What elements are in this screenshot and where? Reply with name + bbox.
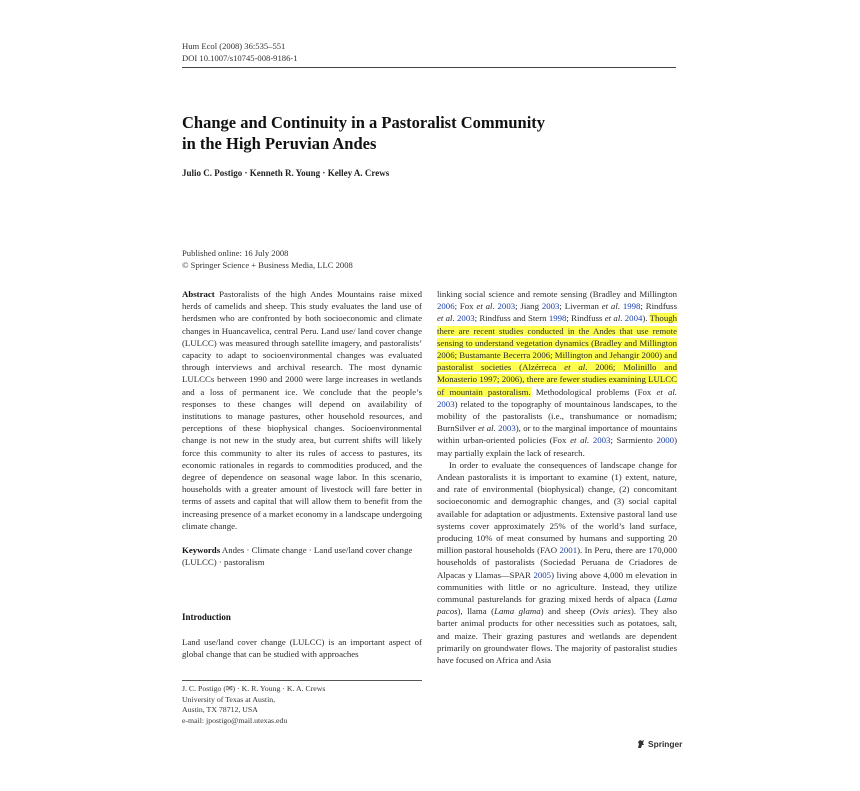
copyright: © Springer Science + Business Media, LLC 2008 [182, 260, 353, 270]
et-al: et al [476, 301, 493, 312]
footnote-rule [182, 680, 422, 681]
text-run: . [617, 301, 623, 312]
text-run: ; Jiang [515, 301, 542, 312]
text-run: ), llama ( [457, 606, 495, 617]
author-list: Julio C. Postigo · Kenneth R. Young · Kelley A. Crews [182, 168, 390, 178]
paper-title [182, 112, 662, 154]
journal-citation: Hum Ecol (2008) 36:535–551 [182, 41, 286, 51]
species-name: Lama pacos [437, 594, 677, 617]
author-affiliation [182, 684, 325, 726]
text-run: ). [642, 313, 650, 324]
publication-info [182, 247, 353, 271]
citation-link[interactable]: 2000 [656, 435, 675, 446]
text-run: . [452, 313, 458, 324]
et-al: et al. [570, 435, 590, 446]
right-column [437, 288, 677, 666]
citation-link[interactable]: 2003 [497, 301, 516, 312]
text-run: Methodological problems (Fox [530, 386, 657, 397]
title-line-1: Change and Continuity in a Pastoralist Community [182, 113, 546, 132]
text-run: ), or to the marginal importance of mountains within urban-oriented policies (Fox [437, 423, 677, 446]
header-rule [182, 67, 676, 68]
introduction-heading: Introduction [182, 612, 231, 622]
text-run: ). In Peru, there are 170,000 households of pastoralists (Sociedad Peruana de Criadores de Alpacas y Llamas—SPAR [437, 545, 677, 580]
citation-link[interactable]: 1998 [622, 301, 641, 312]
affiliation-city: Austin, TX 78712, USA [182, 705, 258, 714]
published-date: Published online: 16 July 2008 [182, 248, 289, 258]
text-run: In order to evaluate the consequences of landscape change for Andean pastoralists it is important to examine (1) extent, nature, and rate of environmental (biophysical) change, (2) concomitant socioeconomic and demographic changes, and (3) social capital available for adaptation or adjustments. Extensive pastoral land use systems cover approximately 25% of the world’s land surface, producing 10% of meat consumed by humans and supporting 20 million pastoral households (FAO [437, 459, 677, 556]
introduction-text: Land use/land cover change (LULCC) is an important aspect of global change that can be studied with approaches [182, 637, 422, 660]
text-run: . [620, 313, 625, 324]
text-run: ; Sarmiento [610, 435, 657, 446]
text-run: ) related to the topography of mountainous landscapes, to the mobility of the pastoralists (i.e., transhumance or nomadism; BurnSilver [437, 398, 677, 434]
affiliation-email[interactable]: e-mail: jpostigo@mail.utexas.edu [182, 715, 288, 725]
species-name: Lama glama [494, 606, 541, 617]
citation-link[interactable]: 2003 [498, 423, 516, 434]
highlighted-text: Though there are recent studies conducted in the Andes that use remote sensing to understand vegetation dynamics (Bradley and Millington 2006; Bustamante Becerra 2006; Millington and Jehangir 2000) and pastoralist societies (Alzérreca [437, 313, 678, 373]
abstract [182, 288, 422, 532]
citation-link[interactable]: 2004 [624, 313, 643, 324]
text-run: ). They also barter animal products for other necessities such as potatoes, salt, and maize. Their grazing pastures and wetlands are dependent primarily on groundwater flows. The majority of pastoralist studies have focused on Africa and Asia [437, 606, 678, 666]
keywords-text: Andes · Climate change · Land use/land cover change (LULCC) · pastoralism [182, 545, 413, 568]
species-name: Ovis aries [592, 606, 631, 617]
text-run: linking social science and remote sensing (Bradley and Millington [437, 289, 677, 299]
citation-link[interactable]: 2003 [592, 435, 611, 446]
highlighted-passage [437, 313, 677, 396]
et-al: et al [477, 423, 494, 434]
doi[interactable]: DOI 10.1007/s10745-008-9186-1 [182, 53, 298, 63]
publisher-logo [636, 739, 682, 749]
springer-horse-icon [636, 739, 646, 749]
citation-link[interactable]: 2006 [437, 301, 455, 312]
affiliation-names: J. C. Postigo (✉) · K. R. Young · K. A. Crews [182, 684, 326, 693]
text-run: ; Rindfuss [566, 313, 605, 324]
abstract-label: Abstract [182, 289, 215, 299]
keywords-label: Keywords [182, 545, 221, 556]
affiliation-university: University of Texas at Austin, [182, 694, 276, 704]
citation-link[interactable]: 2003 [541, 301, 560, 312]
et-al: et al [437, 313, 453, 324]
citation-link[interactable]: 1998 [548, 313, 567, 324]
right-paragraph-2 [437, 459, 677, 666]
text-run: ; Liverman [559, 301, 602, 312]
keywords [182, 544, 422, 568]
journal-reference [182, 40, 298, 64]
text-run: ; Fox [454, 301, 477, 312]
text-run: . [493, 423, 499, 434]
text-run: ) may partially explain the lack of research. [437, 435, 677, 458]
right-paragraph-1 [437, 288, 677, 459]
title-line-2: in the High Peruvian Andes [182, 134, 377, 153]
et-al: et al [601, 301, 618, 312]
left-column [182, 288, 422, 568]
highlighted-text: . 2006; Molinillo and Monasterio 1997; 2006), there are fewer studies examining LULCC of mountain pastoralism. [437, 362, 678, 397]
text-run: . [492, 301, 498, 312]
text-run: ; Rindfuss [640, 301, 677, 312]
abstract-text: Pastoralists of the high Andes Mountains raise mixed herds of camelids and sheep. This study evaluates the land use of herdsmen who are confronted by both socioeconomic and climate changes in Huancavelica, central Peru. Land use/ land cover change (LULCC) was measured through satellite imagery, and pastoralists’ capacity to adapt to socioenvironmental changes was evaluated through interviews and archival research. The most dynamic LULCCs between 1990 and 2000 were large increases in wetlands and a loss of permanent ice. We conclude that the people’s responses to these changes will depend on availability of institutions to manage pastures, other household resources, and perceptions of these biophysical changes. Socioenvironmental change is not new in the study area, but current shifts will likely force this community to alter its rules of access to pastures, its economic rationales in regards to commodities produced, and the degree of dependence on seasonal wage labor. In this scenario, households with a greater amount of livestock will fare better in terms of assets and capital that will allow them to benefit from the increasing presence of a market economy in a landscape undergoing climate change. [182, 289, 422, 531]
text-run: ) and sheep ( [540, 606, 593, 617]
citation-link[interactable]: 2001 [559, 545, 578, 556]
citation-link[interactable]: 2003 [457, 313, 475, 324]
et-al: et al. [656, 386, 678, 397]
et-al: et al [604, 313, 621, 324]
et-al: et al [564, 362, 586, 373]
citation-link[interactable]: 2005 [533, 569, 552, 580]
text-run: ) living above 4,000 m elevation in communities with little or no agriculture. Instead, they utilize communal pasturelands for grazing mixed herds of alpaca ( [437, 569, 677, 605]
citation-link[interactable]: 2003 [437, 398, 455, 409]
publisher-name: Springer [648, 739, 683, 749]
text-run: ; Rindfuss and Stern [474, 313, 549, 324]
